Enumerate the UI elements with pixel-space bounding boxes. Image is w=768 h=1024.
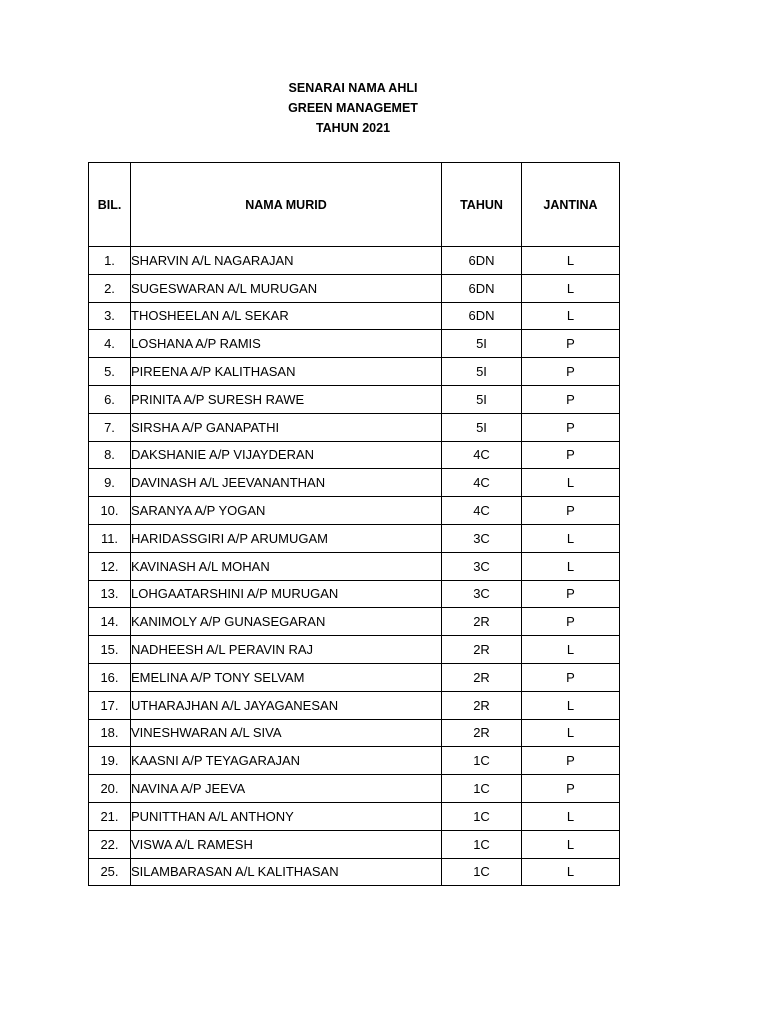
class-year-cell: 3C xyxy=(442,552,522,580)
class-year-cell: 4C xyxy=(442,469,522,497)
student-name-cell: NAVINA A/P JEEVA xyxy=(131,775,442,803)
student-name-cell: THOSHEELAN A/L SEKAR xyxy=(131,302,442,330)
class-year-cell: 6DN xyxy=(442,302,522,330)
class-year-cell: 1C xyxy=(442,775,522,803)
table-row xyxy=(89,608,620,636)
row-number-cell: 4. xyxy=(89,330,131,358)
gender-cell: L xyxy=(522,552,620,580)
gender-cell: P xyxy=(522,663,620,691)
row-number-cell: 12. xyxy=(89,552,131,580)
gender-cell: P xyxy=(522,413,620,441)
table-row xyxy=(89,775,620,803)
column-header-bil: BIL. xyxy=(89,163,131,247)
class-year-cell: 1C xyxy=(442,802,522,830)
table-row xyxy=(89,330,620,358)
class-year-cell: 2R xyxy=(442,636,522,664)
row-number-cell: 18. xyxy=(89,719,131,747)
gender-cell: P xyxy=(522,775,620,803)
student-name-cell: PUNITTHAN A/L ANTHONY xyxy=(131,802,442,830)
gender-cell: L xyxy=(522,274,620,302)
table-row xyxy=(89,497,620,525)
gender-cell: L xyxy=(522,858,620,886)
student-name-cell: VINESHWARAN A/L SIVA xyxy=(131,719,442,747)
table-row xyxy=(89,274,620,302)
student-name-cell: LOSHANA A/P RAMIS xyxy=(131,330,442,358)
gender-cell: P xyxy=(522,441,620,469)
row-number-cell: 5. xyxy=(89,358,131,386)
student-name-cell: SARANYA A/P YOGAN xyxy=(131,497,442,525)
row-number-cell: 22. xyxy=(89,830,131,858)
class-year-cell: 3C xyxy=(442,524,522,552)
table-row xyxy=(89,552,620,580)
row-number-cell: 15. xyxy=(89,636,131,664)
gender-cell: L xyxy=(522,524,620,552)
row-number-cell: 21. xyxy=(89,802,131,830)
gender-cell: L xyxy=(522,247,620,275)
class-year-cell: 5I xyxy=(442,385,522,413)
table-row xyxy=(89,719,620,747)
student-name-cell: EMELINA A/P TONY SELVAM xyxy=(131,663,442,691)
student-name-cell: KANIMOLY A/P GUNASEGARAN xyxy=(131,608,442,636)
row-number-cell: 13. xyxy=(89,580,131,608)
student-name-cell: SUGESWARAN A/L MURUGAN xyxy=(131,274,442,302)
student-name-cell: PIREENA A/P KALITHASAN xyxy=(131,358,442,386)
gender-cell: L xyxy=(522,469,620,497)
column-header-jantina: JANTINA xyxy=(522,163,620,247)
table-header-row xyxy=(89,163,620,247)
row-number-cell: 7. xyxy=(89,413,131,441)
gender-cell: P xyxy=(522,497,620,525)
table-row xyxy=(89,830,620,858)
student-name-cell: HARIDASSGIRI A/P ARUMUGAM xyxy=(131,524,442,552)
member-table xyxy=(88,162,620,886)
class-year-cell: 5I xyxy=(442,413,522,441)
class-year-cell: 1C xyxy=(442,858,522,886)
row-number-cell: 14. xyxy=(89,608,131,636)
class-year-cell: 2R xyxy=(442,608,522,636)
student-name-cell: PRINITA A/P SURESH RAWE xyxy=(131,385,442,413)
table-row xyxy=(89,441,620,469)
gender-cell: L xyxy=(522,302,620,330)
gender-cell: L xyxy=(522,830,620,858)
class-year-cell: 2R xyxy=(442,691,522,719)
table-row xyxy=(89,413,620,441)
document-heading xyxy=(0,78,706,138)
row-number-cell: 19. xyxy=(89,747,131,775)
gender-cell: P xyxy=(522,608,620,636)
heading-year: TAHUN 2021 xyxy=(315,121,391,135)
table-row xyxy=(89,469,620,497)
table-row xyxy=(89,858,620,886)
table-row xyxy=(89,636,620,664)
row-number-cell: 9. xyxy=(89,469,131,497)
row-number-cell: 8. xyxy=(89,441,131,469)
student-name-cell: DAVINASH A/L JEEVANANTHAN xyxy=(131,469,442,497)
row-number-cell: 3. xyxy=(89,302,131,330)
class-year-cell: 2R xyxy=(442,663,522,691)
class-year-cell: 6DN xyxy=(442,247,522,275)
row-number-cell: 10. xyxy=(89,497,131,525)
class-year-cell: 1C xyxy=(442,747,522,775)
gender-cell: P xyxy=(522,747,620,775)
column-header-tahun: TAHUN xyxy=(442,163,522,247)
class-year-cell: 3C xyxy=(442,580,522,608)
gender-cell: P xyxy=(522,358,620,386)
student-name-cell: LOHGAATARSHINI A/P MURUGAN xyxy=(131,580,442,608)
gender-cell: L xyxy=(522,691,620,719)
gender-cell: P xyxy=(522,385,620,413)
student-name-cell: UTHARAJHAN A/L JAYAGANESAN xyxy=(131,691,442,719)
row-number-cell: 1. xyxy=(89,247,131,275)
student-name-cell: VISWA A/L RAMESH xyxy=(131,830,442,858)
class-year-cell: 2R xyxy=(442,719,522,747)
row-number-cell: 16. xyxy=(89,663,131,691)
gender-cell: P xyxy=(522,330,620,358)
table-row xyxy=(89,385,620,413)
class-year-cell: 4C xyxy=(442,497,522,525)
row-number-cell: 17. xyxy=(89,691,131,719)
row-number-cell: 11. xyxy=(89,524,131,552)
gender-cell: P xyxy=(522,580,620,608)
gender-cell: L xyxy=(522,636,620,664)
column-header-nama: NAMA MURID xyxy=(131,163,442,247)
heading-title: SENARAI NAMA AHLI xyxy=(288,81,418,95)
row-number-cell: 6. xyxy=(89,385,131,413)
table-row xyxy=(89,302,620,330)
table-row xyxy=(89,580,620,608)
class-year-cell: 4C xyxy=(442,441,522,469)
student-name-cell: SIRSHA A/P GANAPATHI xyxy=(131,413,442,441)
table-row xyxy=(89,747,620,775)
student-name-cell: KAASNI A/P TEYAGARAJAN xyxy=(131,747,442,775)
student-name-cell: SILAMBARASAN A/L KALITHASAN xyxy=(131,858,442,886)
student-name-cell: DAKSHANIE A/P VIJAYDERAN xyxy=(131,441,442,469)
gender-cell: L xyxy=(522,719,620,747)
table-row xyxy=(89,691,620,719)
table-body xyxy=(89,247,620,886)
class-year-cell: 5I xyxy=(442,358,522,386)
class-year-cell: 6DN xyxy=(442,274,522,302)
student-name-cell: SHARVIN A/L NAGARAJAN xyxy=(131,247,442,275)
row-number-cell: 2. xyxy=(89,274,131,302)
row-number-cell: 25. xyxy=(89,858,131,886)
table-row xyxy=(89,247,620,275)
student-name-cell: NADHEESH A/L PERAVIN RAJ xyxy=(131,636,442,664)
table-row xyxy=(89,358,620,386)
row-number-cell: 20. xyxy=(89,775,131,803)
table-row xyxy=(89,524,620,552)
gender-cell: L xyxy=(522,802,620,830)
student-name-cell: KAVINASH A/L MOHAN xyxy=(131,552,442,580)
heading-subtitle: GREEN MANAGEMET xyxy=(288,101,418,115)
class-year-cell: 5I xyxy=(442,330,522,358)
class-year-cell: 1C xyxy=(442,830,522,858)
table-row xyxy=(89,663,620,691)
table-row xyxy=(89,802,620,830)
